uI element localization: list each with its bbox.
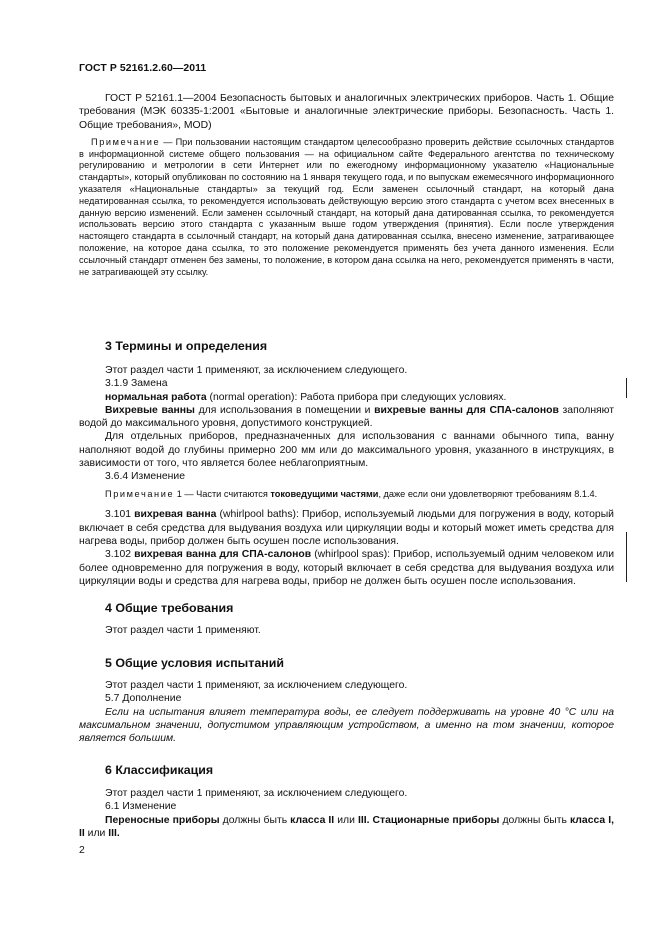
- revision-bar: [626, 378, 627, 398]
- clause-5-7-text: Если на испытания влияет температура воды, ее следует поддерживать на уровне 40 °С или на максимальном значении, допустимом управляющим устройством, а именно на том значении, которое является большим.: [79, 706, 614, 745]
- individual-appliances-paragraph: Для отдельных приборов, предназначенных для использования с ваннами обычного типа, ванну наполняют водой до глубины примерно 200 мм или до максимального уровня, указанного в инструкциях, в зависимости от того, что является более неблагоприятным.: [79, 431, 614, 470]
- note-text: 1 — Части считаются: [174, 488, 271, 499]
- clause-3-6-4: 3.6.4 Изменение: [105, 471, 185, 483]
- term-whirlpool-baths: Вихревые ванны: [105, 404, 195, 416]
- section-6-intro: Этот раздел части 1 применяют, за исключением следующего.: [105, 788, 408, 799]
- term-whirlpool-spas: вихревые ванны для СПА-салонов: [374, 404, 559, 416]
- definition-3-101: [79, 508, 614, 548]
- paragraph-text: или: [334, 814, 358, 826]
- references-note: [79, 137, 614, 279]
- definition-normal-operation: [79, 391, 614, 404]
- section-4-intro: Этот раздел части 1 применяют.: [105, 625, 261, 636]
- definition-number: 3.101: [105, 509, 135, 521]
- term-stationary-appliances: Стационарные приборы: [372, 814, 500, 826]
- term-portable-appliances: Переносные приборы: [105, 814, 220, 826]
- revision-bar: [626, 532, 627, 582]
- clause-6-1: 6.1 Изменение: [105, 801, 177, 813]
- reference-gost-52161-1: ГОСТ Р 52161.1—2004 Безопасность бытовых и аналогичных электрических приборов. Часть 1. Общие требования (МЭК 60335-1:2001 «Бытовые и аналогичные электрические приборы. Безопасность. Часть 1. Общие требования», MOD): [79, 93, 614, 131]
- term-live-parts: токоведущими частями: [270, 488, 379, 499]
- definition-number: 3.102: [105, 549, 135, 561]
- note-label: Примечание: [91, 136, 161, 147]
- section-6: [79, 763, 614, 840]
- whirlpool-filling-paragraph: [79, 404, 614, 431]
- clause-5-7: 5.7 Дополнение: [105, 693, 182, 705]
- document-header-title: ГОСТ Р 52161.2.60—2011: [79, 63, 207, 74]
- section-3-heading: 3 Термины и определения: [105, 339, 268, 353]
- note-text: , даже если они удовлетворяют требованиям 8.1.4.: [378, 488, 598, 499]
- paragraph-text: заполняют водой до максимального уровня, допустимого конструкцией.: [79, 404, 615, 430]
- clause-3-6-4-note: [79, 489, 614, 501]
- paragraph-text: должны быть: [219, 814, 291, 826]
- classification-paragraph: [79, 814, 614, 841]
- paragraph-text: или: [84, 827, 109, 839]
- section-3-intro: Этот раздел части 1 применяют, за исключением следующего.: [105, 365, 408, 376]
- class-label: класса II: [290, 814, 335, 826]
- normative-references: [79, 92, 614, 278]
- term-whirlpool-bath: вихревая ванна: [134, 509, 217, 521]
- section-4-heading: 4 Общие требования: [105, 601, 234, 615]
- section-5: [79, 656, 614, 745]
- note-text: — При пользовании настоящим стандартом целесообразно проверить действие ссылочных стандартов в информационной системе общего пользования — на официальном сайте Федерального агентства по техническому регулированию и метрологии в сети Интернет или по ежегодному информационному указателю «Национальные стандарты», который опубликован по состоянию на 1 января текущего года, и по выпускам ежемесячного информационного указателя «Национальные стандарты» за текущий год. Если заменен ссылочный стандарт, на который дана недатированная ссылка, то рекомендуется использовать действующую версию этого стандарта с учетом всех внесенных в данную версию изменений. Если заменен ссылочный стандарт, на который дана датированная ссылка, то рекомендуется использовать версию этого стандарта с указанным выше годом утверждения (принятия). Если после утверждения настоящего стандарта в ссылочный стандарт, на который дана датированная ссылка, внесено изменение, затрагивающее положение, на которое дана ссылка, то это положение рекомендуется применять без учета данного изменения. Если ссылочный стандарт отменен без замены, то положение, в котором дана ссылка на него, рекомендуется применять в части, не затрагивающей эту ссылку.: [79, 136, 614, 277]
- definition-text: (whirlpool spas): Прибор, используемый одним человеком или более одновременно для погружения в воду, который включает в себя средства для выдувания воздуха или циркуляции воды и средства для нагрева воды, прибор не должен быть осушен после использования.: [79, 549, 614, 587]
- definition-text: (normal operation): Работа прибора при следующих условиях.: [206, 391, 507, 403]
- term-whirlpool-spa: вихревая ванна для СПА-салонов: [134, 549, 312, 561]
- section-6-heading: 6 Классификация: [105, 763, 214, 777]
- page-number: 2: [79, 845, 85, 856]
- section-5-heading: 5 Общие условия испытаний: [105, 656, 284, 670]
- section-5-intro: Этот раздел части 1 применяют, за исключением следующего.: [105, 680, 408, 691]
- definition-3-102: [79, 548, 614, 588]
- section-4: [79, 601, 614, 637]
- note-label: Примечание: [105, 488, 175, 499]
- term-normal-operation: нормальная работа: [105, 391, 207, 403]
- paragraph-text: должны быть: [499, 814, 570, 826]
- section-3: [79, 339, 614, 588]
- class-label: III.: [357, 814, 370, 826]
- clause-3-1-9: 3.1.9 Замена: [105, 378, 168, 390]
- paragraph-text: для использования в помещении и: [194, 404, 375, 416]
- definition-text: (whirlpool baths): Прибор, используемый людьми для погружения в воду, который включает в себя средства для выдувания воздуха или циркуляции воды и который может иметь средства для нагрева воды, прибор должен быть осушен после использования.: [79, 509, 614, 548]
- class-label: класса I, II: [79, 814, 614, 839]
- class-label: III.: [108, 827, 120, 839]
